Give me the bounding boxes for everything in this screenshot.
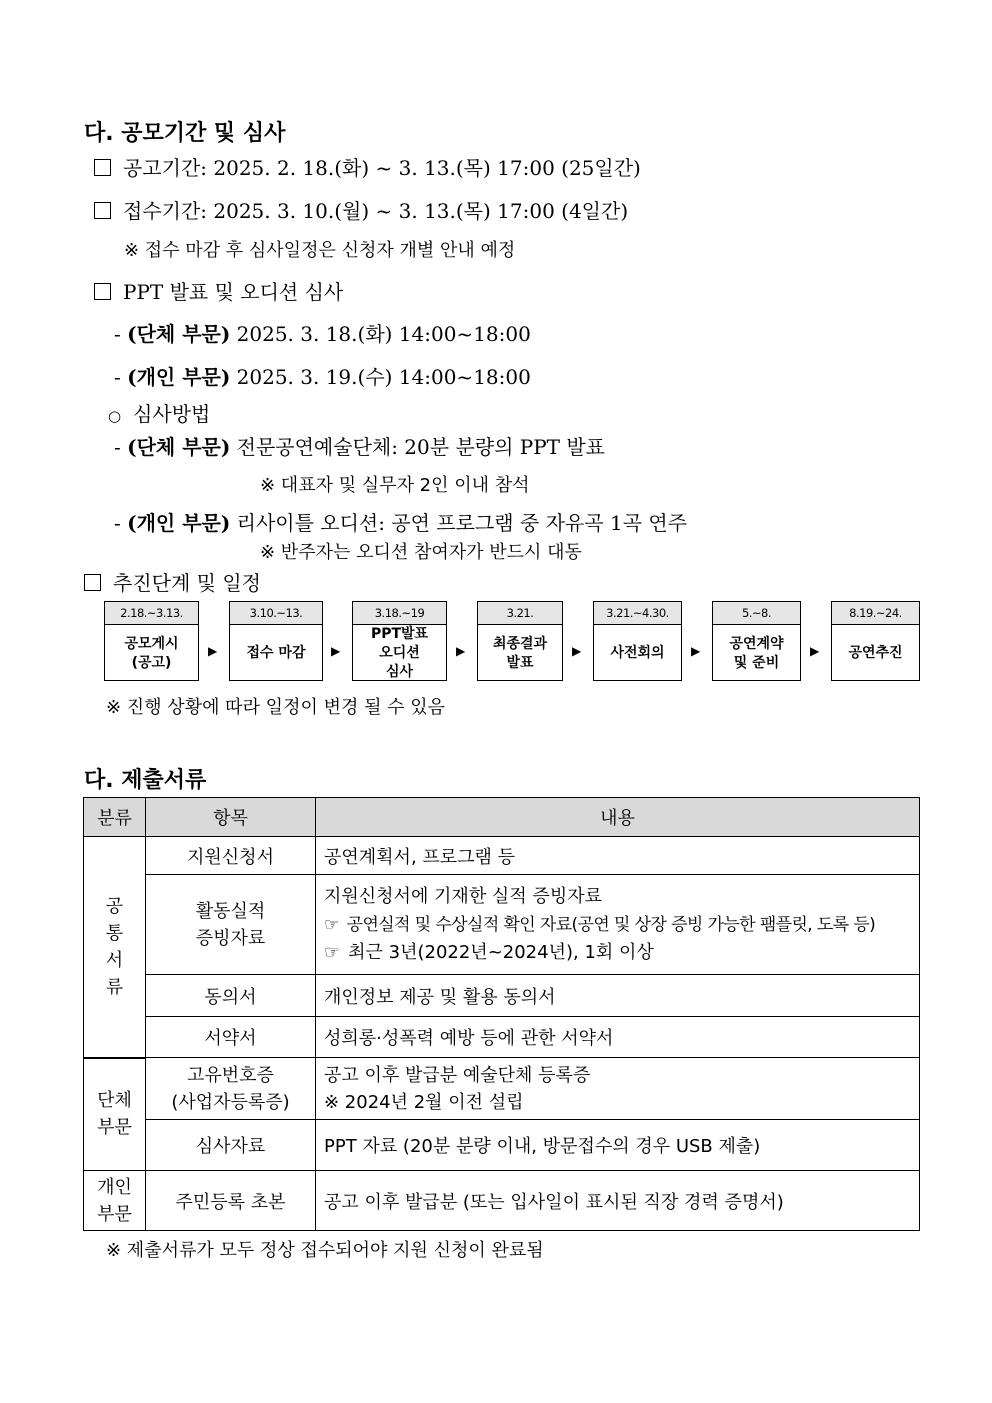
header-content: 내용 xyxy=(316,798,920,837)
flow-step-date: 3.10.~13. xyxy=(230,602,322,625)
flow-step-date: 3.21. xyxy=(478,602,562,625)
ppt-title-row xyxy=(94,276,343,305)
schedule-note: ※ 진행 상황에 따라 일정이 변경 될 수 있음 xyxy=(106,697,446,718)
table-row xyxy=(84,875,920,975)
indiv-label: (개인 부문) xyxy=(127,365,231,389)
flow-step-label: 공연계약 및 준비 xyxy=(729,635,784,671)
hand-pointer-icon: ☞ xyxy=(324,914,339,935)
table-row xyxy=(84,1017,920,1058)
content-cell: 개인정보 제공 및 활용 동의서 xyxy=(316,975,920,1017)
ppt-title-text: PPT 발표 및 오디션 심사 xyxy=(123,280,344,304)
flow-step-date: 8.19.~24. xyxy=(832,602,919,625)
table-row xyxy=(84,1120,920,1171)
indiv-date-row: - (개인 부문) 2025. 3. 19.(수) 14:00~18:00 xyxy=(114,365,531,389)
arrow-right-icon: ▶ xyxy=(810,644,820,658)
content-main: 공고 이후 발급분 예술단체 등록증 xyxy=(324,1064,591,1086)
circle-bullet-icon: ○ xyxy=(108,407,122,425)
checkbox-icon xyxy=(94,202,111,219)
content-cell: 공고 이후 발급분 (또는 입사일이 표시된 직장 경력 증명서) xyxy=(316,1171,920,1231)
item-cell: 지원신청서 xyxy=(146,837,316,875)
flow-step-date: 5.~8. xyxy=(713,602,800,625)
table-row xyxy=(84,975,920,1017)
method-group-text: 전문공연예술단체: 20분 분량의 PPT 발표 xyxy=(236,435,606,459)
group-date: 2025. 3. 18.(화) 14:00~18:00 xyxy=(236,322,531,346)
content-sub xyxy=(324,939,911,967)
content-sub-text: 공연실적 및 수상실적 확인 자료(공연 및 상장 증빙 가능한 팸플릿, 도록 등) xyxy=(346,914,876,935)
header-item: 항목 xyxy=(146,798,316,837)
arrow-right-icon: ▶ xyxy=(572,644,582,658)
flow-step-date: 3.18.~19 xyxy=(353,602,446,625)
flow-step-label: 공모게시 (공고) xyxy=(124,635,179,671)
arrow-right-icon: ▶ xyxy=(456,644,466,658)
category-group: 단체 부문 xyxy=(84,1058,146,1171)
content-cell: 공연계획서, 프로그램 등 xyxy=(316,837,920,875)
arrow-right-icon: ▶ xyxy=(208,644,218,658)
header-category: 분류 xyxy=(84,798,146,837)
group-label: (단체 부문) xyxy=(127,322,231,346)
flow-step xyxy=(352,601,447,681)
flow-step xyxy=(593,601,682,681)
method-indiv-text: 리사이틀 오디션: 공연 프로그램 중 자유곡 1곡 연주 xyxy=(236,511,688,535)
hand-pointer-icon: ☞ xyxy=(324,941,341,963)
checkbox-icon xyxy=(84,574,101,591)
item-cell: 주민등록 초본 xyxy=(146,1171,316,1231)
notice-period-row xyxy=(94,152,641,181)
table-header-row xyxy=(84,798,920,837)
category-common: 공 통 서 류 xyxy=(84,837,146,1058)
group-date-row: - (단체 부문) 2025. 3. 18.(화) 14:00~18:00 xyxy=(114,322,531,346)
flow-step-label: 최종결과 발표 xyxy=(492,635,548,671)
content-sub: ※ 2024년 2월 이전 설립 xyxy=(324,1091,524,1113)
content-cell xyxy=(316,875,920,975)
method-group-row: - (단체 부문) 전문공연예술단체: 20분 분량의 PPT 발표 xyxy=(114,435,606,459)
category-indiv: 개인 부문 xyxy=(84,1171,146,1231)
content-main: 지원신청서에 기재한 실적 증빙자료 xyxy=(324,885,602,907)
footer-note: ※ 제출서류가 모두 정상 접수되어야 지원 신청이 완료됨 xyxy=(106,1240,544,1261)
method-indiv-row: - (개인 부문) 리사이틀 오디션: 공연 프로그램 중 자유곡 1곡 연주 xyxy=(114,511,688,535)
section-title: 다. 제출서류 xyxy=(84,768,207,793)
content-cell: 성희롱·성폭력 예방 등에 관한 서약서 xyxy=(316,1017,920,1058)
flow-step-label: 접수 마감 xyxy=(246,645,306,661)
flow-step-date: 2.18.~3.13. xyxy=(105,602,198,625)
method-indiv-note: ※ 반주자는 오디션 참여자가 반드시 대동 xyxy=(260,542,582,563)
checkbox-icon xyxy=(94,159,111,176)
flow-step-label: PPT발표 오디션 심사 xyxy=(370,626,429,680)
arrow-right-icon: ▶ xyxy=(331,644,341,658)
flow-step-date: 3.21.~4.30. xyxy=(594,602,681,625)
method-indiv-label: (개인 부문) xyxy=(127,511,231,535)
flow-step-label: 사전회의 xyxy=(610,645,665,661)
documents-table xyxy=(83,797,920,1231)
content-sub xyxy=(324,911,911,939)
receipt-note: ※ 접수 마감 후 심사일정은 신청자 개별 안내 예정 xyxy=(124,240,516,261)
item-cell: 고유번호증 (사업자등록증) xyxy=(146,1058,316,1120)
checkbox-icon xyxy=(94,283,111,300)
flow-step-label: 공연추진 xyxy=(848,645,903,661)
receipt-period-row xyxy=(94,195,628,224)
content-cell xyxy=(316,1058,920,1120)
schedule-title-row xyxy=(84,567,261,596)
content-cell: PPT 자료 (20분 분량 이내, 방문접수의 경우 USB 제출) xyxy=(316,1120,920,1171)
schedule-title: 추진단계 및 일정 xyxy=(113,571,261,595)
content-sub-text: 최근 3년(2022년~2024년), 1회 이상 xyxy=(348,941,654,963)
item-cell: 서약서 xyxy=(146,1017,316,1058)
table-row xyxy=(84,1171,920,1231)
item-cell: 동의서 xyxy=(146,975,316,1017)
indiv-date: 2025. 3. 19.(수) 14:00~18:00 xyxy=(236,365,531,389)
arrow-right-icon: ▶ xyxy=(691,644,701,658)
method-title-row xyxy=(108,398,210,427)
flow-step xyxy=(831,601,920,681)
table-row xyxy=(84,1058,920,1120)
method-group-note: ※ 대표자 및 실무자 2인 이내 참석 xyxy=(260,475,530,496)
flow-step xyxy=(477,601,563,681)
method-group-label: (단체 부문) xyxy=(127,435,231,459)
flow-step xyxy=(229,601,323,681)
item-cell: 심사자료 xyxy=(146,1120,316,1171)
section-title: 다. 공모기간 및 심사 xyxy=(84,121,286,146)
flow-step xyxy=(104,601,199,681)
notice-period-text: 공고기간: 2025. 2. 18.(화) ~ 3. 13.(목) 17:00 (25일간) xyxy=(123,156,641,180)
flow-step xyxy=(712,601,801,681)
method-title: 심사방법 xyxy=(133,402,211,426)
item-cell: 활동실적 증빙자료 xyxy=(146,875,316,975)
table-row xyxy=(84,837,920,875)
receipt-period-text: 접수기간: 2025. 3. 10.(월) ~ 3. 13.(목) 17:00 (4일간) xyxy=(123,199,629,223)
